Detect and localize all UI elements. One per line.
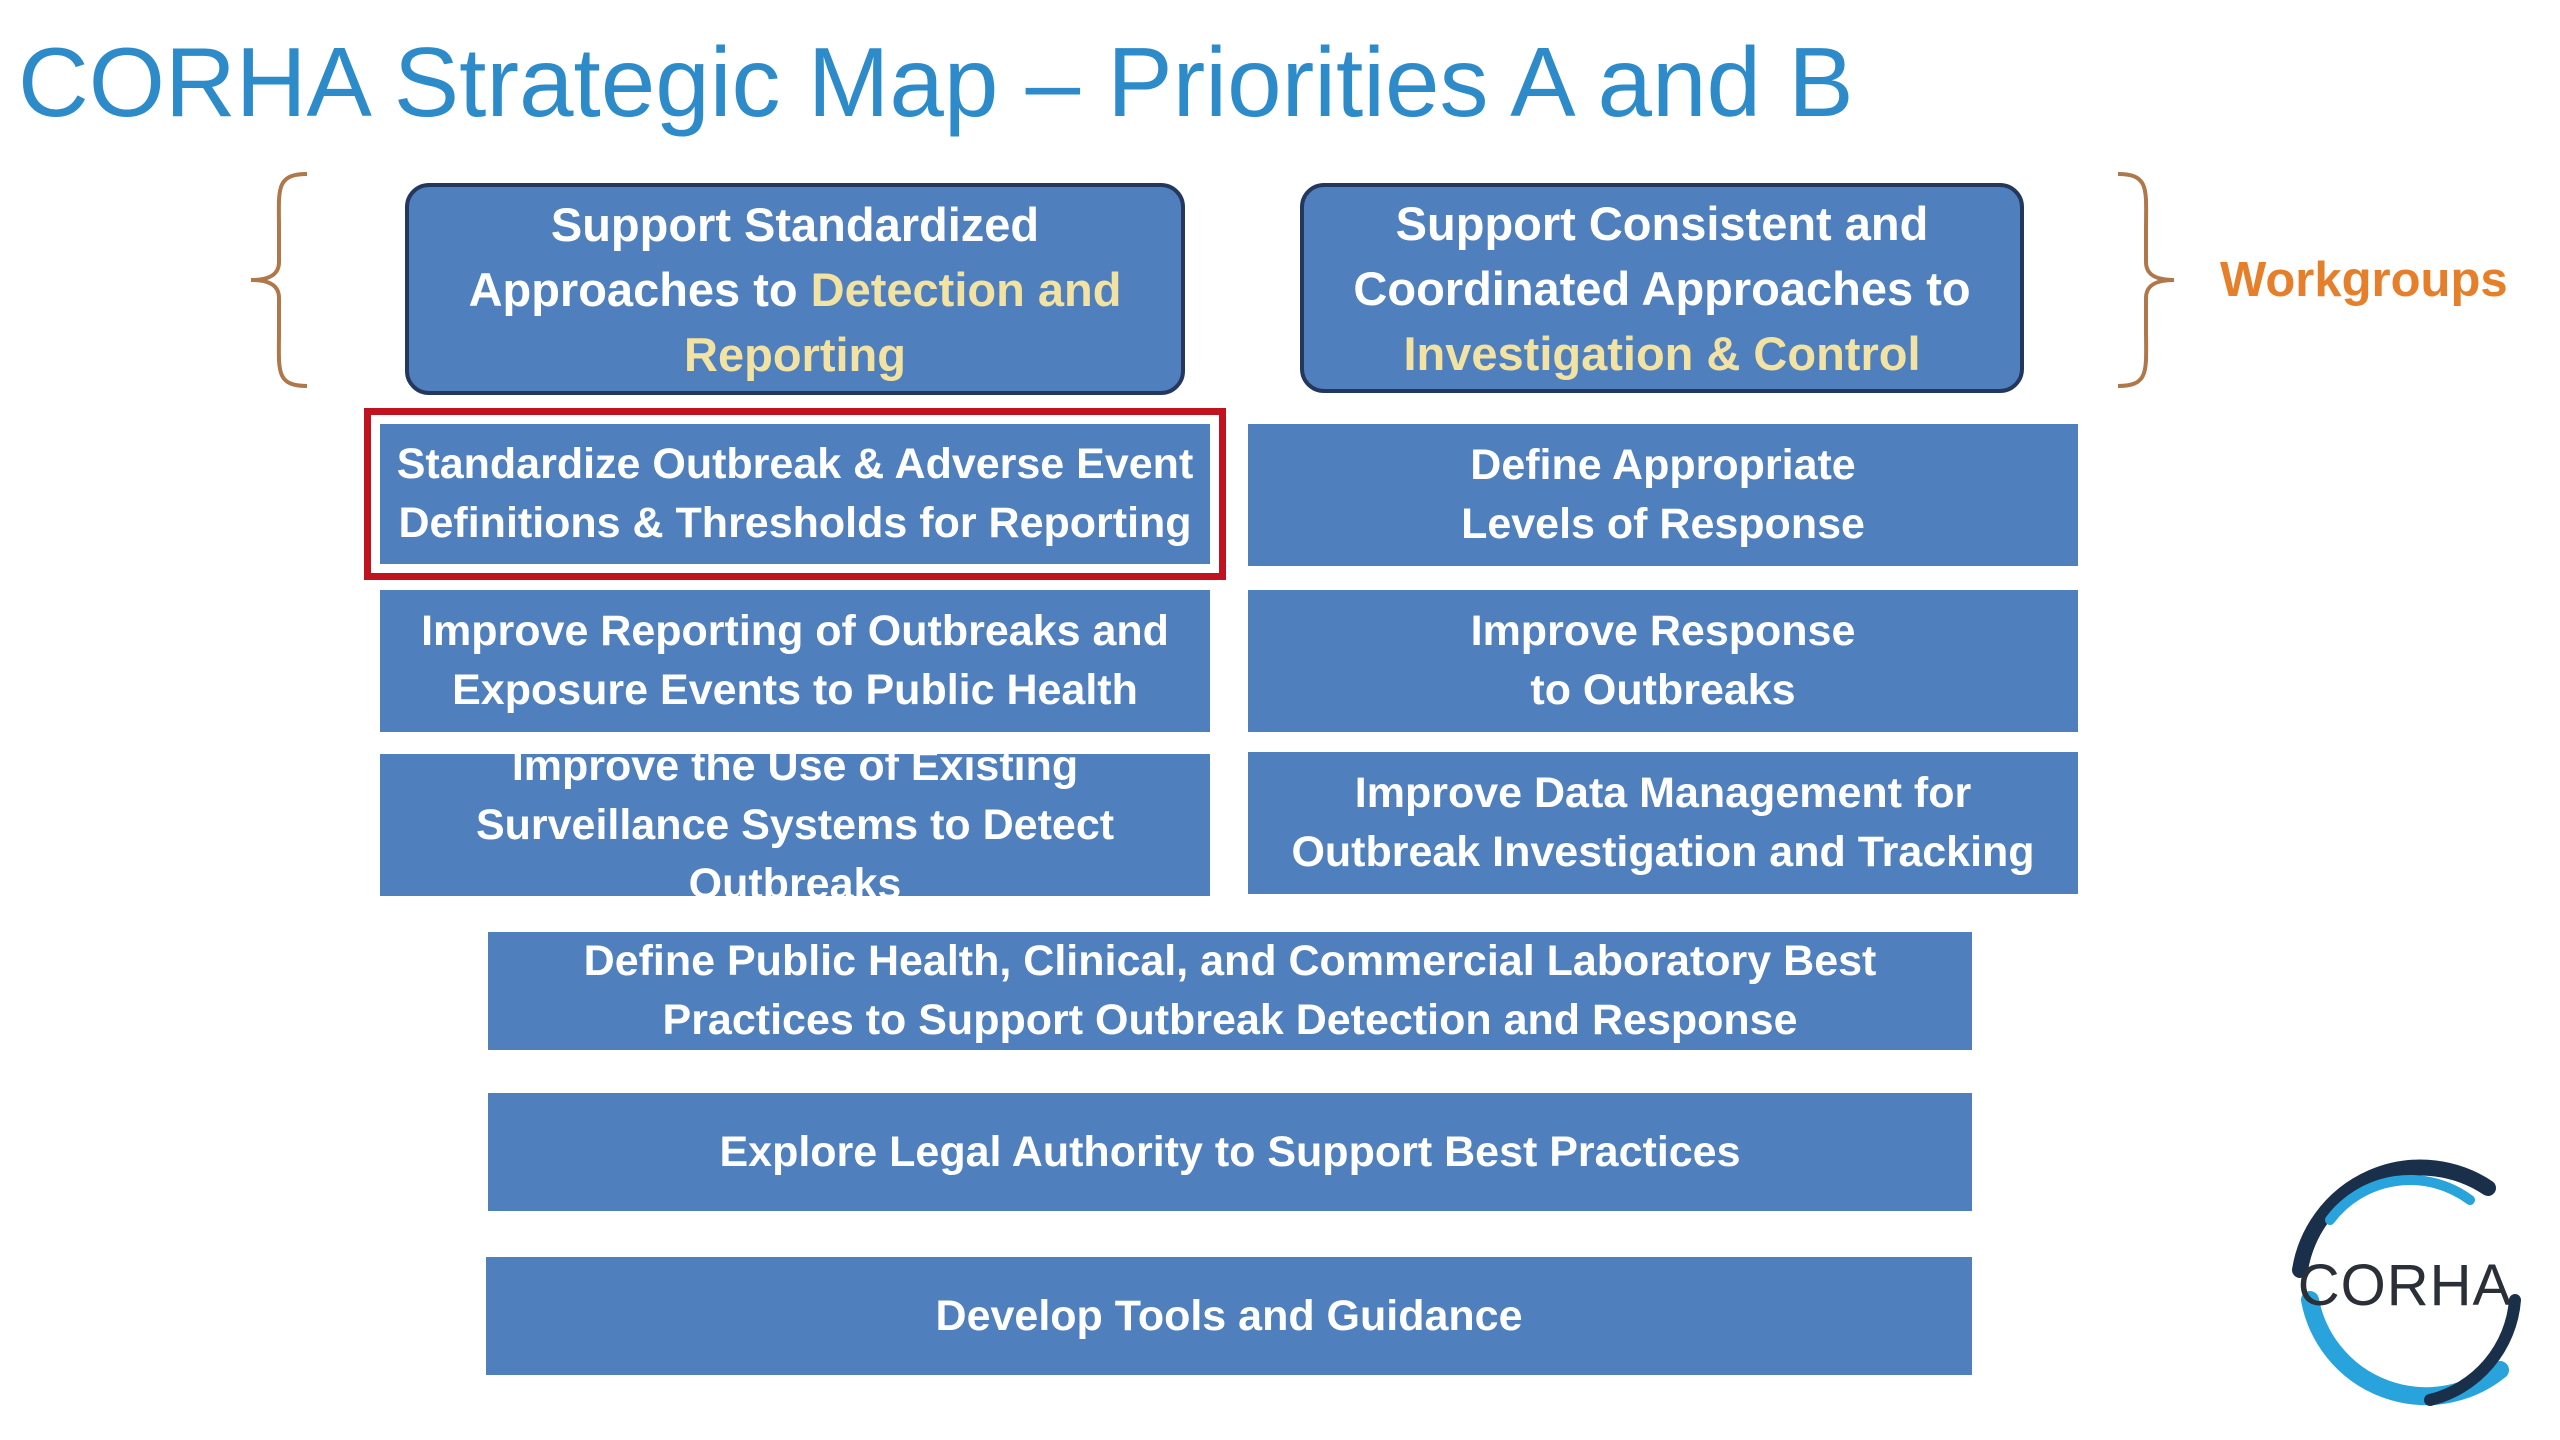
objective-a1: Standardize Outbreak & Adverse Event Definitions & Thresholds for Reporting bbox=[380, 424, 1210, 564]
workgroup-label: Support Standardized Approaches to Detection and Reporting bbox=[468, 197, 1122, 381]
left-brace-icon bbox=[245, 170, 315, 390]
workgroup-label: Support Consistent and Coordinated Approaches to Investigation & Control bbox=[1353, 196, 1971, 380]
logo-text: CORHA bbox=[2297, 1252, 2513, 1318]
objective-a2: Improve Reporting of Outbreaks and Exposure Events to Public Health bbox=[380, 590, 1210, 732]
slide-title: CORHA Strategic Map – Priorities A and B bbox=[18, 27, 1854, 137]
workgroup-investigation-control bbox=[1300, 183, 2024, 393]
objective-shared-laboratory: Define Public Health, Clinical, and Commercial Laboratory Best Practices to Support Outbreak Detection and Response bbox=[488, 932, 1972, 1050]
objective-b3: Improve Data Management for Outbreak Investigation and Tracking bbox=[1248, 752, 2078, 894]
workgroups-label: Workgroups bbox=[2220, 253, 2508, 307]
corha-logo bbox=[2270, 1150, 2540, 1420]
objective-a3: Improve the Use of Existing Surveillance Systems to Detect Outbreaks bbox=[380, 754, 1210, 896]
objective-b1: Define Appropriate Levels of Response bbox=[1248, 424, 2078, 566]
objective-shared-tools: Develop Tools and Guidance bbox=[486, 1257, 1972, 1375]
objective-b2: Improve Response to Outbreaks bbox=[1248, 590, 2078, 732]
right-brace-icon bbox=[2110, 170, 2180, 390]
objective-shared-legal: Explore Legal Authority to Support Best Practices bbox=[488, 1093, 1972, 1211]
workgroup-detection-reporting bbox=[405, 183, 1185, 395]
